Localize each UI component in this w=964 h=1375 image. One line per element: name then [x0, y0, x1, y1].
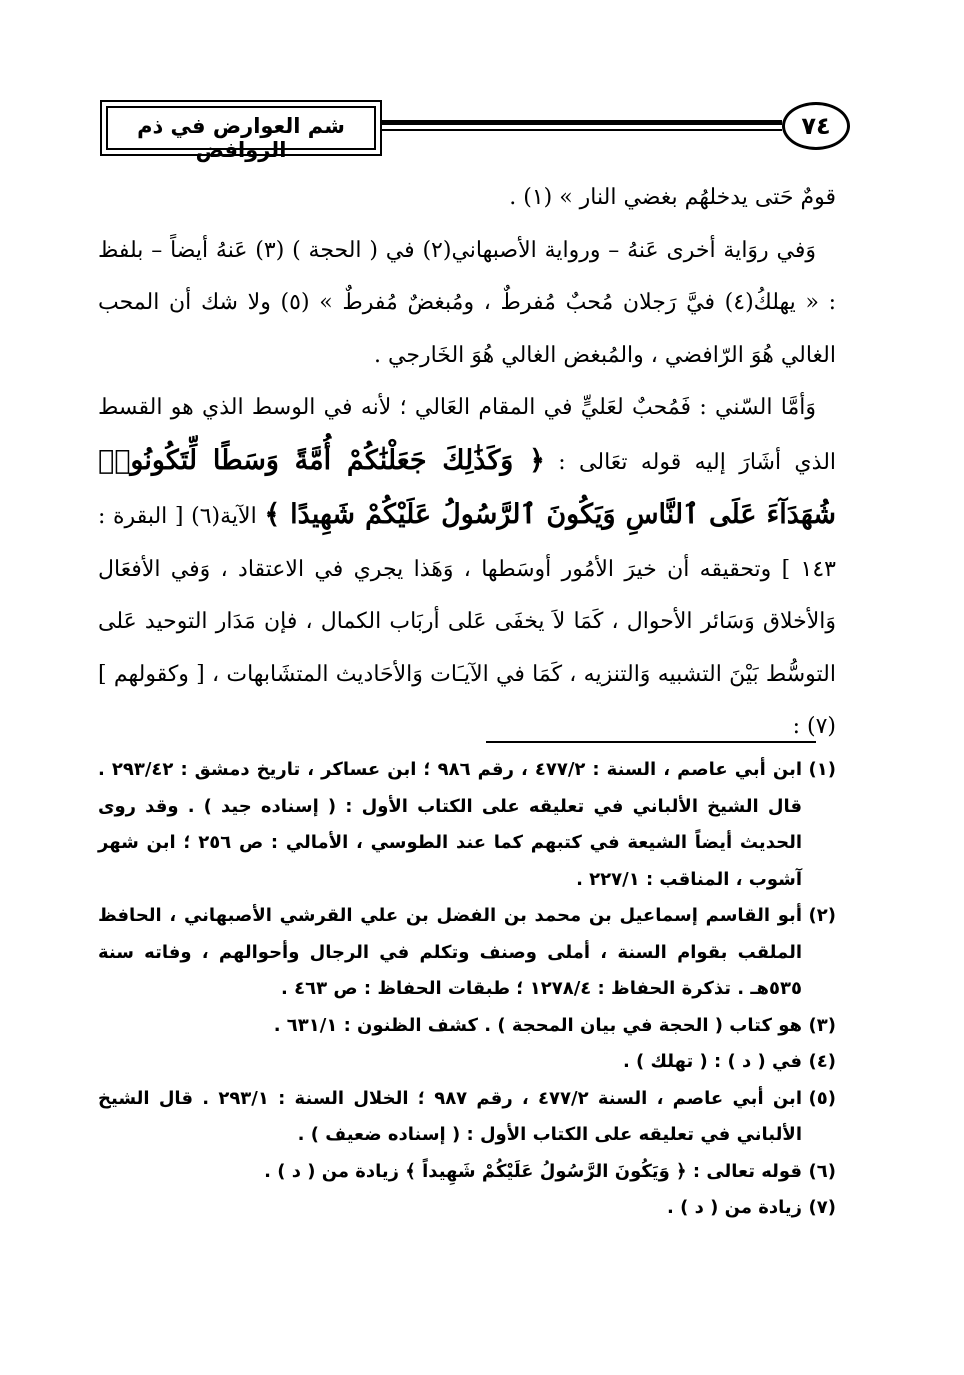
- footnote-text: زيادة من ( د ) .: [667, 1197, 802, 1218]
- footnote-6: [98, 1154, 836, 1191]
- header-rule-thin: [382, 129, 782, 131]
- footnote-1: [98, 752, 836, 898]
- page-header: [100, 100, 850, 162]
- footnote-5: [98, 1081, 836, 1154]
- footnote-separator: [486, 741, 816, 743]
- footnote-text: أبو القاسم إسماعيل بن محمد بن الفضل بن علي القرشي الأصبهاني ، الحافظ الملقب بقوام السنة ، أملى وصنف وتكلم في الرجال وأحوالهم ، وفاته سنة ٥٣٥هـ . تذكرة الحفاظ : ١٢٧٨/٤ ؛ طبقات الحفاظ : ص ٤٦٣ .: [98, 905, 802, 999]
- footnote-3: [98, 1008, 836, 1045]
- quran-verse: ﴿ وَكَذَٰلِكَ جَعَلْنَٰكُمْ أُمَّةً وَسَطًا لِّتَكُونُوا۟ شُهَدَآءَ عَلَى ٱلنَّاسِ وَيَكُونَ ٱلرَّسُولُ عَلَيْكُمْ شَهِيدًا ﴾: [98, 444, 836, 530]
- body-paragraph-3-rest: الآية(٦) [ البقرة : ١٤٣ ] وتحقيقه أن خيرَ الأمُور أوسَطها ، وَهَذا يجري في الاعتقاد ، وَفي الأفعَال وَالأخلاق وَسَائر الأحوال ، كَمَا لاَ يخفَى عَلى أربَاب الكمال ، فإن مَدَار التوحيد عَلى التوسُّط بَيْنَ التشبيه وَالتنزيه ، كَمَا في الآيـَات وَالأحَاديث المتشَابهات ، [ وكقولهم ] (٧) :: [98, 504, 836, 739]
- footnote-text: ابن أبي عاصم ، السنة : ٤٧٧/٢ ، رقم ٩٨٦ ؛ ابن عساكر ، تاريخ دمشق : ٢٩٣/٤٢ . قال الشيخ الألباني في تعليقه على الكتاب الأول : ( إسناده جيد ) . وقد روى الحديث أيضاً الشيعة في كتبهم كما عند الطوسي ، الأمالي : ص ٢٥٦ ؛ ابن شهر آشوب ، المناقب : ٢٢٧/١ .: [98, 759, 803, 890]
- footnote-text: في ( د ) : ( تهلك ) .: [622, 1051, 802, 1072]
- main-text: [98, 172, 836, 754]
- body-paragraph-2: وَفي روَاية أخرى عَنهُ – ورواية الأصبهاني(٢) في ( الحجة ) (٣) عَنهُ أيضاً – بلفظ : « يهلكُ(٤) فيَّ رَجلان مُحبٌ مُفرطٌ ، ومُبغضٌ مُفرطٌ » (٥) ولا شك أن المحب الغالي هُوَ الرّافضي ، والمُبغض الغالي هُوَ الخَارجي .: [98, 237, 837, 368]
- footnote-7: [98, 1190, 836, 1227]
- book-title: شم العوارض في ذم الروافض: [137, 114, 345, 162]
- footnote-number: (١): [808, 759, 837, 780]
- body-paragraph-3: [98, 382, 836, 754]
- footnote-text: ابن أبي عاصم ، السنة ٤٧٧/٢ ، رقم ٩٨٧ ؛ الخلال السنة : ٢٩٣/١ . قال الشيخ الألباني في تعليقه على الكتاب الأول : ( إسناده ضعيف ) .: [98, 1087, 802, 1145]
- footnote-text: قوله تعالى : ﴿ وَيَكُونَ الرَّسُولُ عَلَيْكُمْ شَهِيداً ﴾ زيادة من ( د ) .: [264, 1160, 802, 1182]
- header-rule-thick: [382, 120, 782, 125]
- footnote-4: [98, 1044, 836, 1081]
- footnotes: [98, 752, 836, 1227]
- body-line-1: قومٌ حَتى يدخلهُم بغضي النار » (١) .: [509, 185, 836, 210]
- book-title-frame: [100, 100, 382, 162]
- footnote-number: (٤): [808, 1051, 836, 1072]
- footnote-text: هو كتاب ( الحجة في بيان المحجة ) . كشف الظنون : ٦٣١/١ .: [273, 1014, 802, 1036]
- footnote-number: (٦): [808, 1160, 836, 1182]
- footnote-number: (٣): [808, 1014, 836, 1036]
- footnote-number: (٧): [808, 1197, 836, 1218]
- body-paragraph-3-intro: وَأمَّا السّني : فَمُحبٌ لعَليٍّ في المقام العَالي ؛ لأنه في الوسط الذي هو القسط الذي أشَارَ إليه قوله تعَالى :: [98, 395, 837, 475]
- footnote-number: (٢): [808, 905, 836, 926]
- page-number: ٧٤: [782, 102, 850, 150]
- footnote-number: (٥): [808, 1087, 836, 1109]
- footnote-2: [98, 898, 836, 1008]
